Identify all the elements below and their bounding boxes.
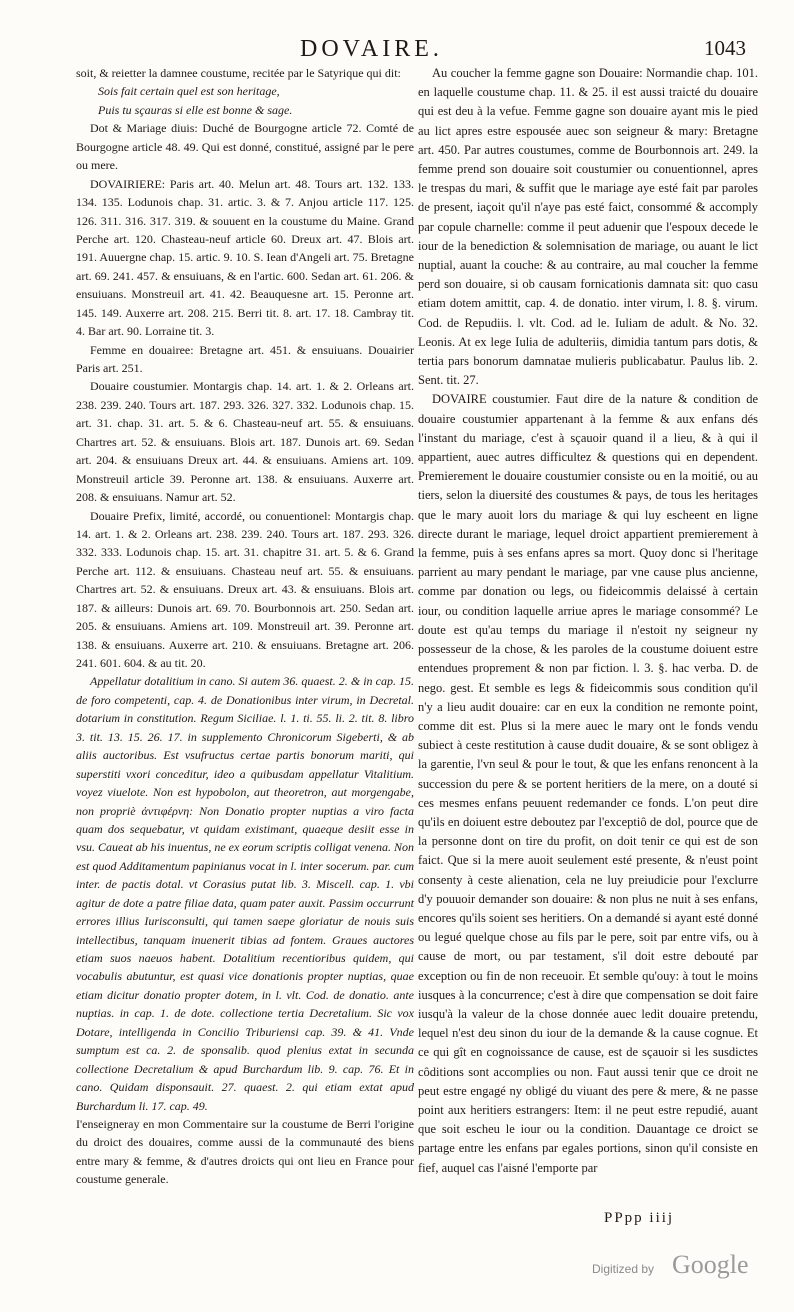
paragraph: I'enseigneray en mon Commentaire sur la coustume de Berri l'origine du droict des douaires, comme aussi de la communauté des biens entre mary & femme, & d'autres droicts qui ont lieu en France pour coustume generale. [76,1116,414,1187]
running-title: DOVAIRE. [300,36,443,62]
paragraph: Femme en douairee: Bretagne art. 451. & ensuiuans. Douairier Paris art. 251. [76,342,414,375]
right-column [418,64,758,1178]
paragraph: Appellatur dotalitium in cano. Si autem 36. quaest. 2. & in cap. 15. de foro competenti, cap. 4. de Donationibus inter virum, in Decretal. dotarium in constitution. Regum Siciliae. l. 1. ti. 55. li. 2. tit. 8. libro 3. tit. 13. 15. 26. 17. in supplemento Chronicorum Sigeberti, & ab aliis auctoribus. Est vsufructus certae partis bonorum mariti, qui superstiti vxori conceditur, ideo a quibusdam appellatur Vitalitium. voyez viuelote. Non est hypobolon, aut theoretron, aut morgengabe, non propriè ἀντιφέρνη: Non Donatio propter nuptias a viro facta quam dos sequebatur, vt quidam existimant, quaeque desiit esse in vsu. Caueat ab his inuentus, ne ex eorum scriptis colligat venena. Non est quod Additamentum papinianus vocat in l. inter socerum. par. cum inter. de pactis dotal. vt Corasius putat lib. 3. Miscell. cap. 1. vbi agitur de dote a patre filiae data, quam pater auxit. Passim occurrunt errores illius Iurisconsulti, qui tamen saepe gloriatur de nouis suis intellectibus, tanquam inuenerit tibias ad fontem. Graues auctores etiam suos naeuos habent. Dotalitium recentioribus quidem, qui vocabulis abutuntur, est quasi vice donationis propter nuptias, quae etiam dicitur donatio propter dotem, in l. vlt. Cod. de donatio. ante nuptias. in cap. 1. de dote. collectione tertia Decretalium. Sic vox Dotare, intelligenda in Concilio Triburiensi cap. 39. & 41. Vnde sumptum est ca. 2. de sponsalib. quod plenius extat in secunda collectione Decretalium & apud Burchardum lib. 9. cap. 76. Et in cano. Quidam disponsauit. 27. quaest. 2. qui etiam extat apud Burchardum li. 17. cap. 49. [76,674,414,1113]
digitized-by-label: Digitized by [592,1262,655,1276]
paragraph: Douaire Prefix, limité, accordé, ou conuentionel: Montargis chap. 14. art. 1. & 2. Orleans art. 238. 239. 240. Tours art. 187. 293. 326. 332. 333. Lodunois chap. 15. art. 31. chapitre 31. art. 5. & 6. Grand Perche art. 112. & ensuiuans. Chasteau neuf art. 55. & ensuiuans. Chartres art. 52. & ensuiuans. Dreux art. 43. & ensuiuans. Blois art. 187. & ailleurs: Dunois art. 69. 70. Bourbonnois art. 250. Sedan art. 205. & ensuiuans. Amiens art. 109. Monstreuil art. 39. Peronne art. 138. & ensuiuans. Auxerre art. 210. & ensuiuans. Bretagne art. 206. 241. 601. 604. & au tit. 20. [76,508,414,670]
paragraph: DOVAIRIERE: Paris art. 40. Melun art. 48. Tours art. 132. 133. 134. 135. Lodunois chap. 31. artic. 3. & 7. Anjou article 117. 125. 126. 311. 316. 317. 319. & souuent en la coustume du Maine. Grand Perche art. 120. Chasteau-neuf article 60. Dreux art. 47. Blois art. 191. Auuergne chap. 15. artic. 9. 10. S. Iean d'Angeli art. 75. Bretagne art. 69. 241. 457. & ensuiuans, & en l'artic. 600. Sedan art. 61. 206. & ensuiuans. Monstreuil art. 41. 42. Beauquesne art. 15. Peronne art. 145. 149. Auxerre art. 208. 215. Berri tit. 8. art. 17. 18. Cambray tit. 4. Bar art. 90. Lorraine tit. 3. [76,176,414,339]
paragraph: Sois fait certain quel est son heritage, [98,84,280,99]
paragraph: Dot & Mariage diuis: Duché de Bourgogne article 72. Comté de Bourgogne article 48. 49. Qui est donné, constitué, assigné par le pere ou mere. [76,121,414,173]
paragraph: soit, & reietter la damnee coustume, recitée par le Satyrique qui dit: [76,66,401,80]
google-watermark: Google [672,1250,749,1279]
paragraph: Au coucher la femme gagne son Douaire: Normandie chap. 101. en laquelle coustume chap. 11. & 25. il est aussi traicté du douaire qui est deu à la vefue. Femme gagne son douaire ayant mis le pied au lict apres estre espousée auec son seigneur & mary: Bretagne art. 450. Par autres coustumes, comme de Bourbonnois art. 249. la femme prend son douaire soit coustumier ou conuentionnel, apres le trespas du mari, & suffit que le mariage aye esté fait par paroles de present, iaçoit qu'il n'aye pas esté faict, consommé & accomply par copule charnelle: comme il peut aduenir que l'espoux decede le iour de la benediction & solemnisation de mariage, ou auant le lict nuptial, auant la couche: & au contraire, au mal coucher la femme perd son douaire, si ob causam fornicationis damnata sit: quo casu etiam dotem amittit, cap. 4. de donatio. inter virum, l. 8. §. virum. Cod. de Repudiis. l. vlt. Cod. ad le. Iuliam de adult. & No. 32. Leonis. At ex lege Iulia de adulteriis, dimidia tantum pars dotis, & tertia pars bonorum damnatae mulieris publicabatur. Paulus lib. 2. Sent. tit. 27. [418,66,758,388]
paragraph: DOVAIRE coustumier. Faut dire de la nature & condition de douaire coustumier appartenant à la femme & aux enfans dés l'instant du mariage, c'est à sçauoir quand il a lieu, & à qui il appartient, auec autres difficultez & questions qui en dependent. Premierement le douaire coustumier consiste ou en la moitié, ou au tiers, selon la diuersité des coustumes & pays, de tous les heritages que le mary auoit lors du mariage & qui luy escheent en ligne directe durant le mariage, lequel droict appartient premierement à la femme, puis à ses enfans apres sa mort. Quoy donc si l'heritage parrient au mary pendant le mariage, par vne cause plus ancienne, comme par donation ou legs, ou fideicommis delaissé à certain iour, ou condition laquelle arriue apres le mariage consommé? Le doute est qu'au temps du mariage il n'estoit ny seigneur ny possesseur de la chose, & les paroles de la coustume doiuent estre entendues proprement & non par fiction. l. 3. §. hac verba. D. de nego. gest. Et semble es legs & fideicommis sous condition qu'il n'y a lieu audit douaire: car en eux la condition ne remonte point, comme dit est. Plus si la mere auec le mary ont le fonds vendu subiect à ceste restitution à cause dudit douaire, & se sont obligez à la garentie, l'vn seul & pour le tout, & que les enfans renoncent à la succession du pere & se portent heritiers de la mere, on a douté si ces mesmes enfans peuuent redemander ce fonds. L'on peut dire qu'ils en doiuent estre deboutez par l'exceptiô de dol, pource que de la personne dont on tire du profit, on doit tenir ce qui est de son faict. Que si la mere auoit seulement esté presente, & n'eust point consenty à ceste alienation, cela ne luy preiudicie pour l'exclurre d'y pouuoir demander son douaire: & non plus ne nuit à ses enfans, encores qu'ils soient ses heritiers. On a demandé si ayant esté donné ou legué quelque chose au fils par le pere, soit par entre vifs, ou à cause de mort, ou par testament, s'il doit estre debouté par exception ou fin de non receuoir. Et semble qu'ouy: à tout le moins iusques à la concurrence; c'est à dire que compensation se doit faire iusqu'à la valeur de la chose donnée auec ledit douaire pretendu, lequel n'est deu sinon du iour de la demande & la cause cognue. Et ce qui gît en cognoissance de cause, est de sçauoir si les susdictes côditions sont accomplies ou non. Faut aussi tenir que ce droit ne peut estre engagé ny obligé du viuant des pere & mere, & ne passe point aux heritiers estrangers: Item: il ne peut estre repudié, auant que soit escheu le iour ou la condition. Dauantage ce droict se partage entre les enfans par egales portions, sinon qu'il consiste en fief, auquel cas l'aisné l'emporte par [418,392,758,1175]
signature-mark: PPpp iiij [604,1210,675,1226]
paragraph: Douaire coustumier. Montargis chap. 14. art. 1. & 2. Orleans art. 238. 239. 240. Tours art. 187. 293. 326. 327. 332. Lodunois chap. 15. art. 31. chap. 31. art. 5. & 6. Chasteau-neuf art. 55. & ensuiuans. Chartres art. 52. & ensuiuans. Blois art. 187. Dunois art. 69. Sedan art. 204. & ensuiuans Dreux art. 44. & ensuiuans. Amiens art. 109. Monstreuil article 39. Peronne art. 138. & ensuiuans. Auxerre art. 208. & ensuiuans. Namur art. 52. [76,379,414,505]
paragraph: Puis tu sçauras si elle est bonne & sage. [98,102,293,117]
left-column [76,64,414,1189]
page-number: 1043 [704,36,746,60]
